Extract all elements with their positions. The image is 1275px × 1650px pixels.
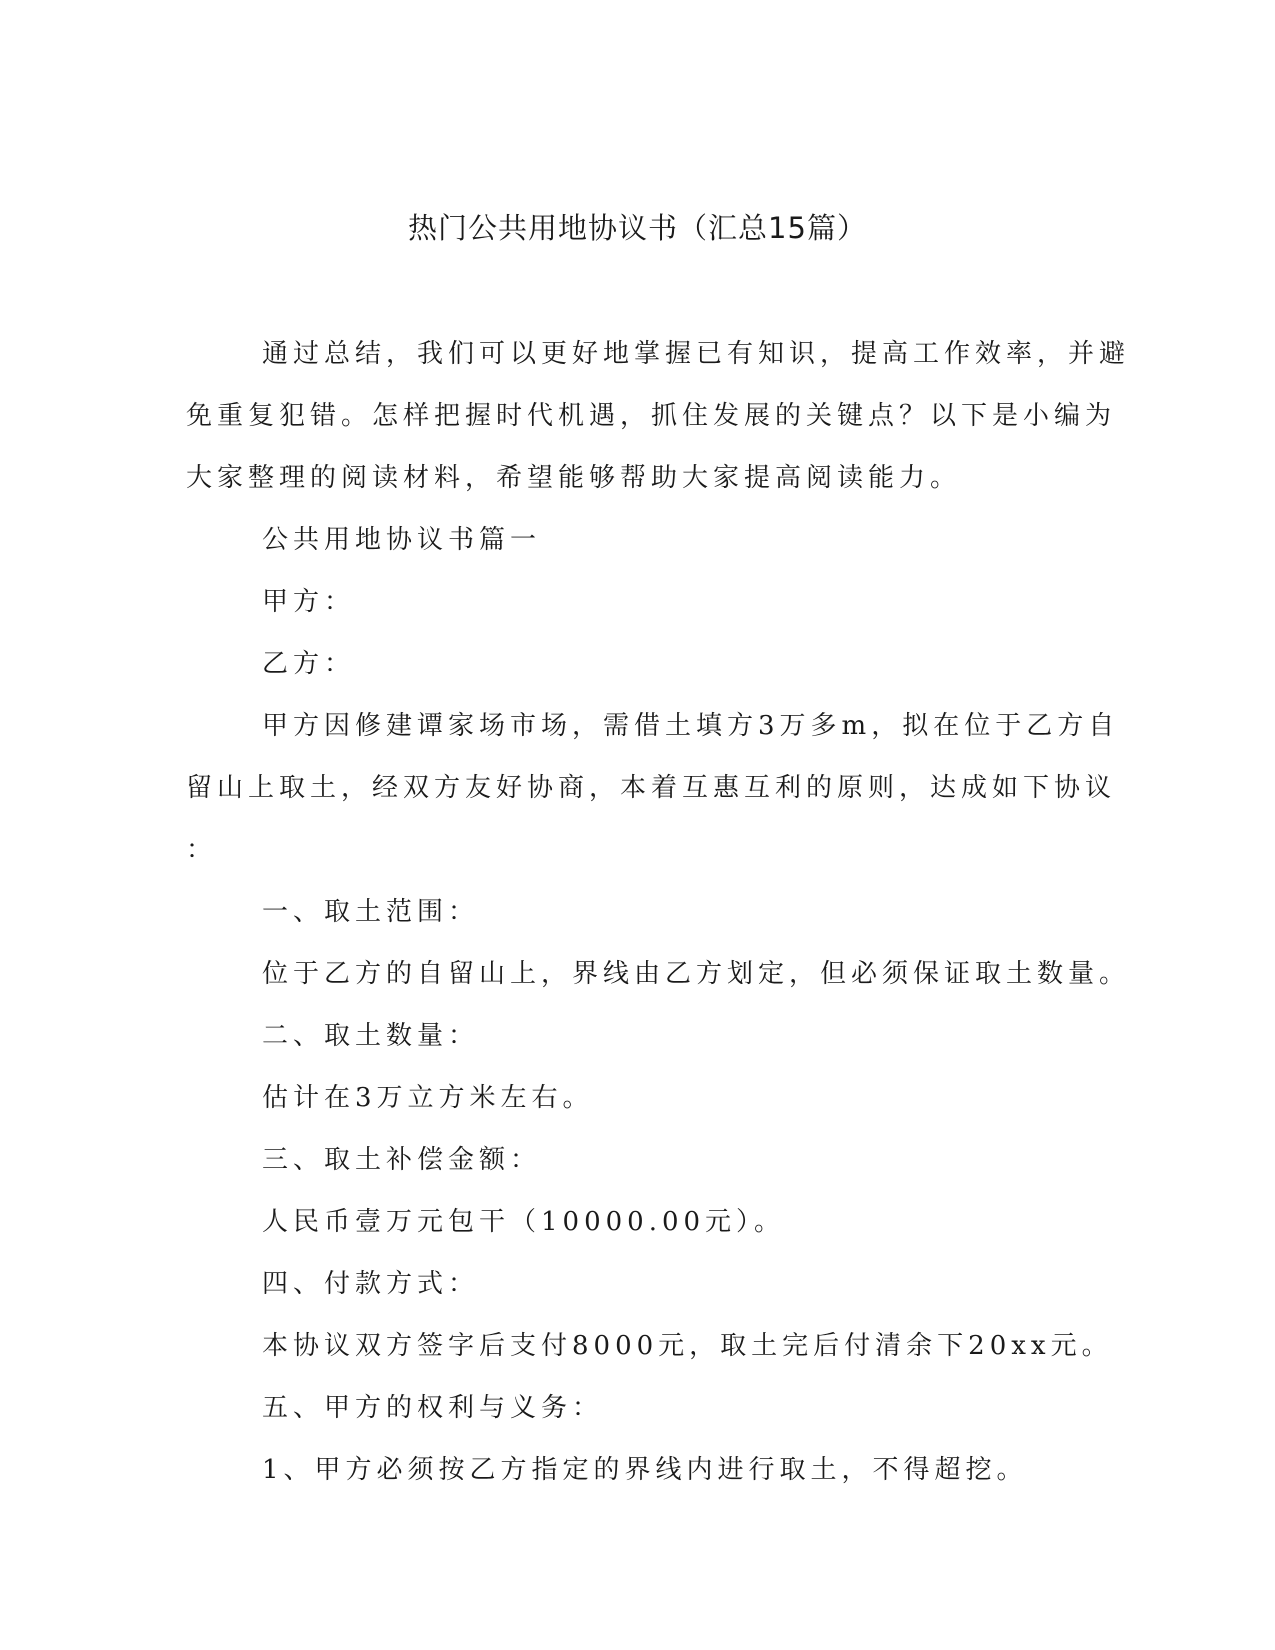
paragraph-line: 通过总结，我们可以更好地掌握已有知识，提高工作效率，并避 <box>262 339 1131 369</box>
paragraph-line: 免重复犯错。怎样把握时代机遇，抓住发展的关键点？以下是小编为 <box>186 401 1117 431</box>
clause-heading: 二、取土数量： <box>262 1021 480 1051</box>
clause-heading: 五、甲方的权利与义务： <box>262 1393 604 1423</box>
clause-text: 1、甲方必须按乙方指定的界线内进行取土，不得超挖。 <box>262 1455 1028 1485</box>
paragraph-line: 大家整理的阅读材料，希望能够帮助大家提高阅读能力。 <box>186 463 962 493</box>
paragraph-line: ： <box>186 835 218 865</box>
paragraph-line: 甲方因修建谭家场市场，需借土填方3万多m，拟在位于乙方自 <box>262 711 1120 741</box>
clause-text: 位于乙方的自留山上，界线由乙方划定，但必须保证取土数量。 <box>262 959 1131 989</box>
clause-text: 本协议双方签字后支付8000元，取土完后付清余下20xx元。 <box>262 1331 1113 1361</box>
clause-text: 估计在3万立方米左右。 <box>262 1083 594 1113</box>
document-title: 热门公共用地协议书（汇总15篇） <box>408 211 867 245</box>
party-b-label: 乙方： <box>262 649 356 679</box>
party-a-label: 甲方： <box>262 587 356 617</box>
clause-text: 人民币壹万元包干（10000.00元）。 <box>262 1207 786 1237</box>
clause-heading: 三、取土补偿金额： <box>262 1145 542 1175</box>
clause-heading: 一、取土范围： <box>262 897 480 927</box>
clause-heading: 四、付款方式： <box>262 1269 480 1299</box>
document-body <box>186 323 1131 1501</box>
paragraph-line: 留山上取土，经双方友好协商，本着互惠互利的原则，达成如下协议 <box>186 773 1117 803</box>
section-heading: 公共用地协议书篇一 <box>262 525 542 555</box>
